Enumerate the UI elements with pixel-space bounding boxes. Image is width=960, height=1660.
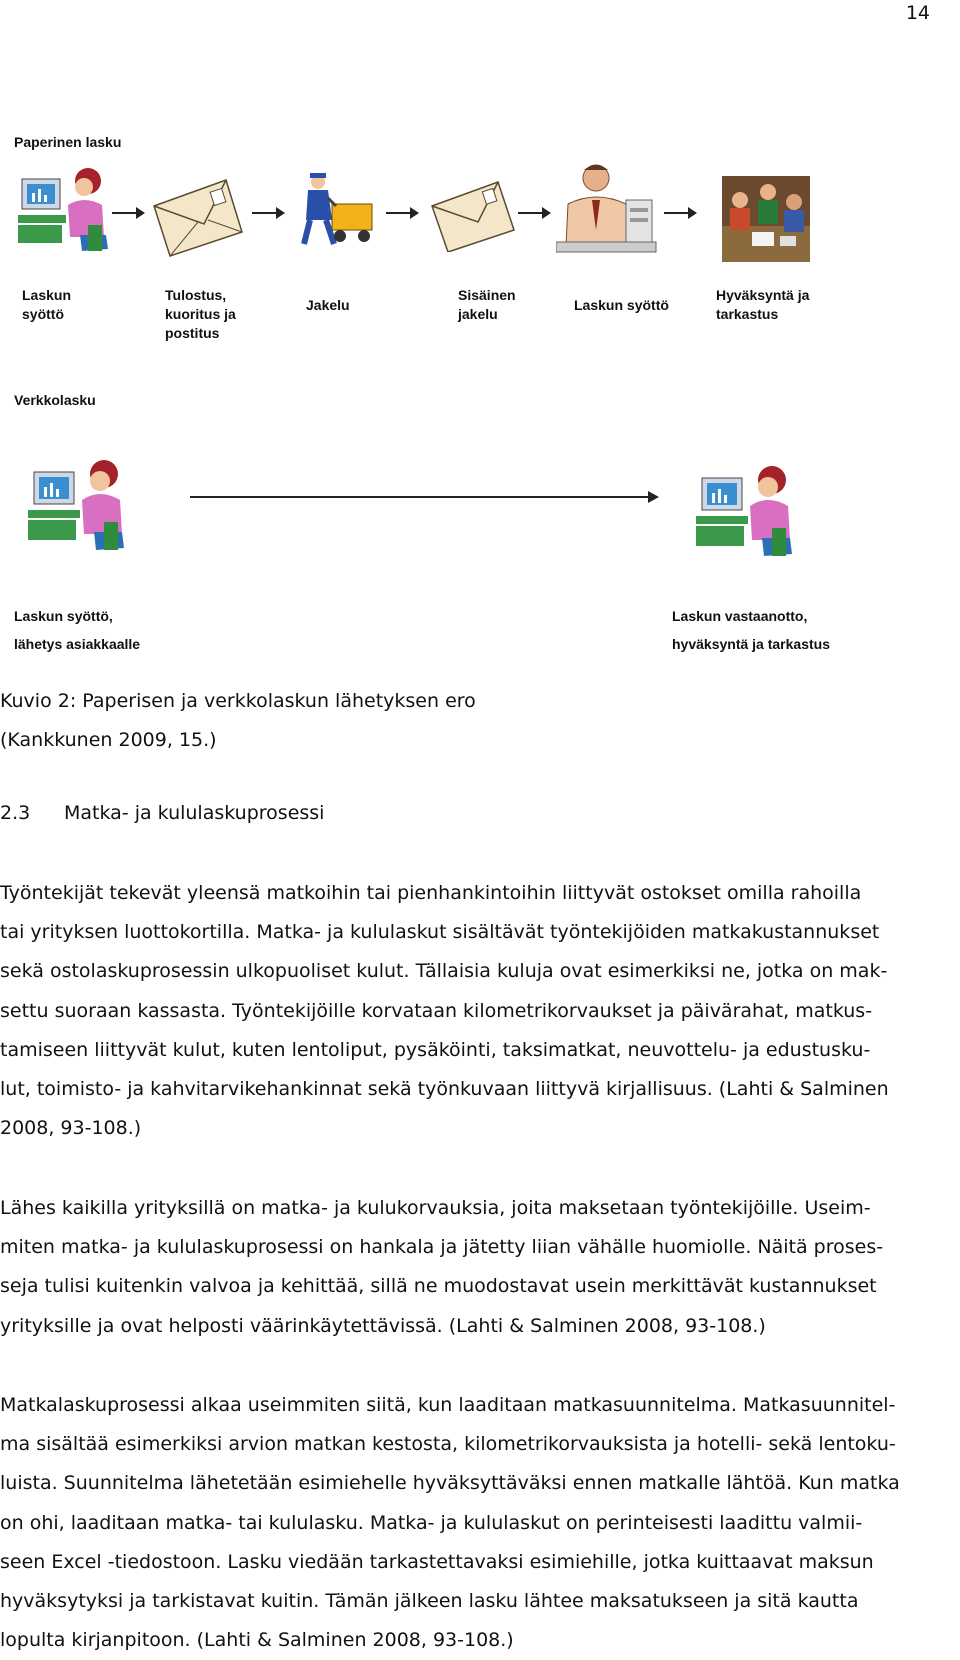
text-line: yrityksille ja ovat helposti väärinkäytettävissä. (Lahti & Salminen 2008, 93-108.) [0,1314,766,1337]
sender-label: Laskun syöttö, lähetys asiakkaalle [14,608,141,652]
text-line: 2008, 93-108.) [0,1117,142,1140]
e-invoice-title: Verkkolasku [14,392,96,408]
mail-carrier-illustration [294,172,380,248]
text-line: luista. Suunnitelma lähetetään esimiehelle hyväksyttäväksi ennen matkalle lähtöä. Kun matka [0,1472,900,1495]
arrow-right-icon [112,206,146,220]
section-heading [0,802,324,824]
computer-user-illustration [696,462,796,560]
text-line: on ohi, laaditaan matka- tai kululasku. Matka- ja kululaskut on perinteisesti laadittu valmii- [0,1511,863,1534]
text-line: tamiseen liittyvät kulut, kuten lentoliput, pysäköinti, taksimatkat, neuvottelu- ja edustusku- [0,1038,871,1061]
office-worker-illustration [556,160,662,260]
paragraph-2 [0,1189,960,1346]
arrow-right-icon [386,206,420,220]
step-label: Jakelu [306,297,350,313]
caption-line: Kuvio 2: Paperisen ja verkkolaskun lähetyksen ero [0,690,476,712]
step-label: Sisäinen jakelu [458,287,516,322]
computer-user-illustration [18,165,110,255]
step-label: Hyväksyntä ja tarkastus [716,287,810,322]
paragraph-3 [0,1386,960,1660]
step-label: Tulostus, kuoritus ja postitus [165,287,236,341]
arrow-right-icon [252,206,286,220]
invoice-process-figure [0,120,960,660]
arrow-right-icon [518,206,552,220]
step-label: Laskun syöttö [22,287,72,322]
page-number: 14 [905,2,930,24]
long-arrow-right-icon [190,490,660,504]
text-line: Lähes kaikilla yrityksillä on matka- ja kulukorvauksia, joita maksetaan työntekijöille. Useim- [0,1197,871,1219]
text-line: settu suoraan kassasta. Työntekijöille korvataan kilometrikorvaukset ja päivärahat, matkus- [0,999,873,1022]
text-line: seja tulisi kuitenkin valvoa ja kehittää, sillä ne muodostavat usein merkittävät kustannukset [0,1275,877,1298]
text-line: hyväksytyksi ja tarkistavat kuitin. Tämän jälkeen lasku lähtee maksatukseen ja sitä kautta [0,1590,859,1613]
text-line: ma sisältää esimerkiksi arvion matkan kestosta, kilometrikorvauksista ja hotelli- sekä lentoku- [0,1433,896,1456]
computer-user-illustration [28,456,128,554]
section-title: Matka- ja kululaskuprosessi [64,802,325,824]
meeting-photo [722,176,810,262]
text-line: lopulta kirjanpitoon. (Lahti & Salminen 2008, 93-108.) [0,1629,514,1652]
text-line: lut, toimisto- ja kahvitarvikehankinnat sekä työnkuvaan liittyvä kirjallisuus. (Lahti & Salminen [0,1078,889,1101]
caption-source: (Kankkunen 2009, 15.) [0,729,217,751]
text-line: tai yrityksen luottokortilla. Matka- ja kululaskut sisältävät työntekijöiden matkakustannukset [0,921,880,944]
paper-invoice-title: Paperinen lasku [14,134,122,150]
arrow-right-icon [664,206,698,220]
text-line: Työntekijät tekevät yleensä matkoihin tai pienhankintoihin liittyvät ostokset omilla rahoilla [0,882,862,904]
text-line: seen Excel -tiedostoon. Lasku viedään tarkastettavaksi esimiehille, jotka kuittaavat maksun [0,1550,874,1573]
figure-caption [0,682,476,760]
receiver-label: Laskun vastaanotto, hyväksyntä ja tarkastus [672,608,830,652]
text-line: Matkalaskuprosessi alkaa useimmiten siitä, kun laaditaan matkasuunnitelma. Matkasuunnitel- [0,1394,896,1416]
text-line: sekä ostolaskuprosessin ulkopuoliset kulut. Tällaisia kuluja ovat esimerkiksi ne, jotka on mak- [0,960,888,983]
paragraph-1 [0,874,960,1148]
step-label: Laskun syöttö [574,297,669,313]
text-line: miten matka- ja kululaskuprosessi on hankala ja jätetty liian vähälle huomiolle. Näitä proses- [0,1236,884,1259]
envelope-illustration [150,172,248,260]
section-number: 2.3 [0,802,31,824]
envelope-illustration [428,174,520,252]
